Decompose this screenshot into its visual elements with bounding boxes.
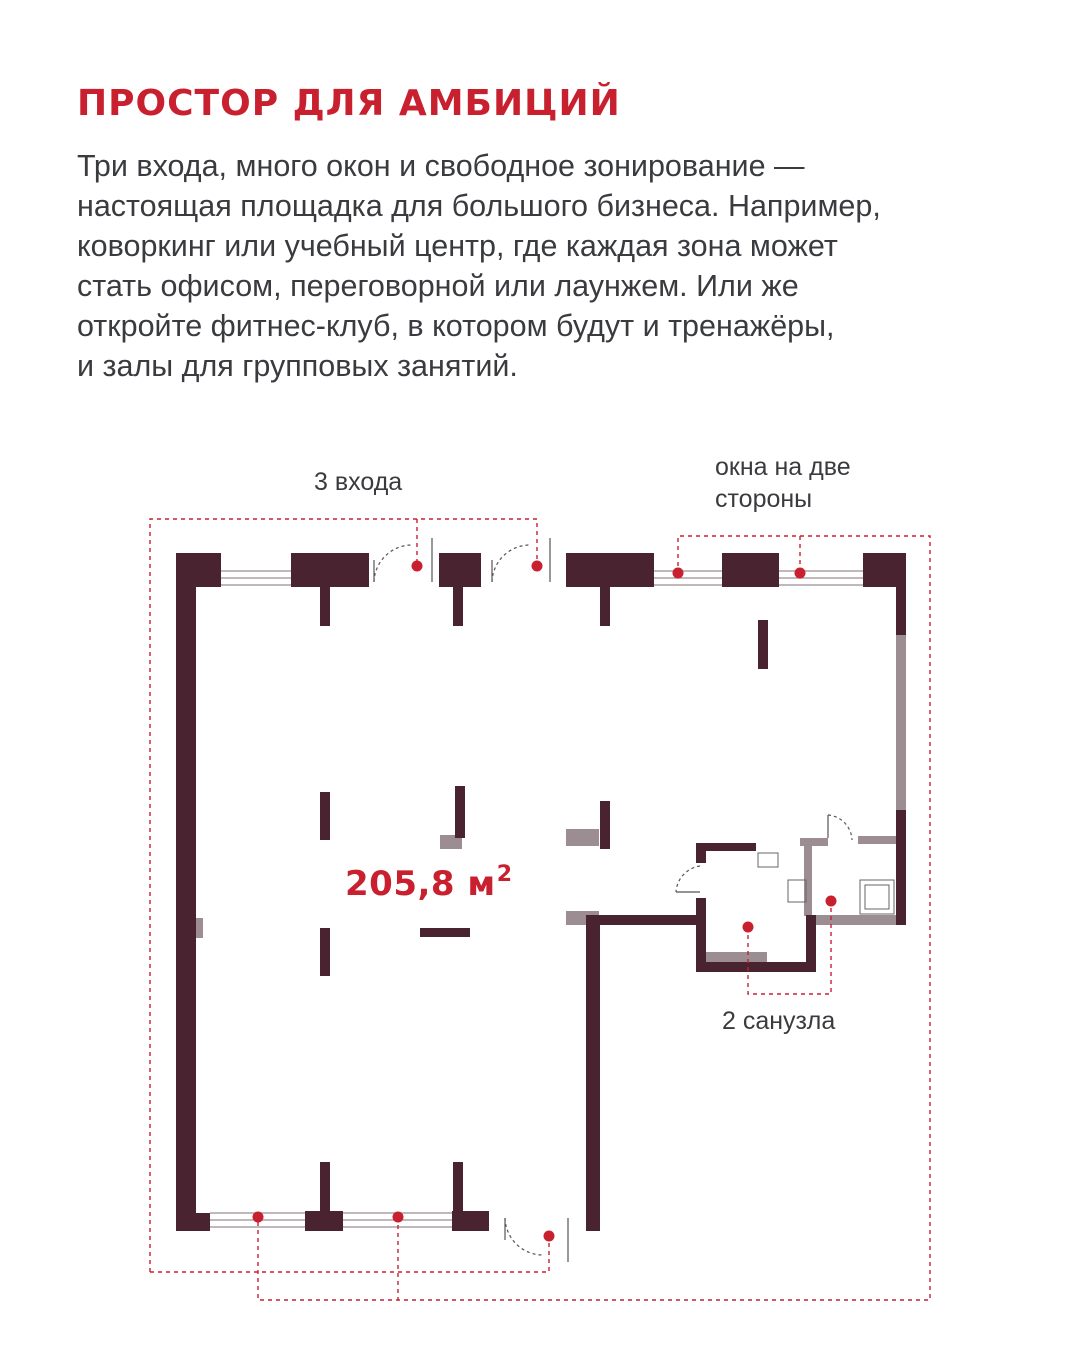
- description-line: стать офисом, переговорной или лаунжем. Или же: [77, 269, 799, 303]
- description-line: настоящая площадка для большого бизнеса. Например,: [77, 189, 881, 223]
- area-unit-exponent: 2: [496, 862, 513, 887]
- entrance-marker: [532, 561, 543, 572]
- description-line: откройте фитнес-клуб, в котором будут и тренажёры,: [77, 309, 835, 343]
- entrance-marker: [544, 1231, 555, 1242]
- marker-dots: [253, 561, 837, 1242]
- window-marker: [393, 1212, 404, 1223]
- window-marker: [673, 568, 684, 579]
- callout-lines: [150, 519, 930, 1300]
- bathroom-marker: [743, 922, 754, 933]
- bathroom-fixtures: [758, 853, 894, 914]
- walls: [176, 553, 906, 1231]
- area-value: [345, 862, 513, 904]
- window-marker: [795, 568, 806, 579]
- window-marker: [253, 1212, 264, 1223]
- description-line: Три входа, много окон и свободное зонирование —: [77, 149, 805, 183]
- light-walls: [195, 635, 906, 964]
- windows-label-line: стороны: [715, 485, 813, 513]
- windows-label: [715, 451, 851, 515]
- description-line: коворкинг или учебный центр, где каждая зона может: [77, 229, 838, 263]
- entrance-marker: [412, 561, 423, 572]
- bathrooms-label: 2 санузла: [722, 1007, 836, 1035]
- bathroom-marker: [826, 896, 837, 907]
- entrances-label: 3 входа: [314, 468, 403, 496]
- area-number: 205,8 м: [345, 864, 496, 904]
- windows: [210, 571, 863, 1227]
- description-line: и залы для групповых занятий.: [77, 349, 518, 383]
- page-title: ПРОСТОР ДЛЯ АМБИЦИЙ: [77, 83, 621, 124]
- windows-label-line: окна на две: [715, 453, 851, 481]
